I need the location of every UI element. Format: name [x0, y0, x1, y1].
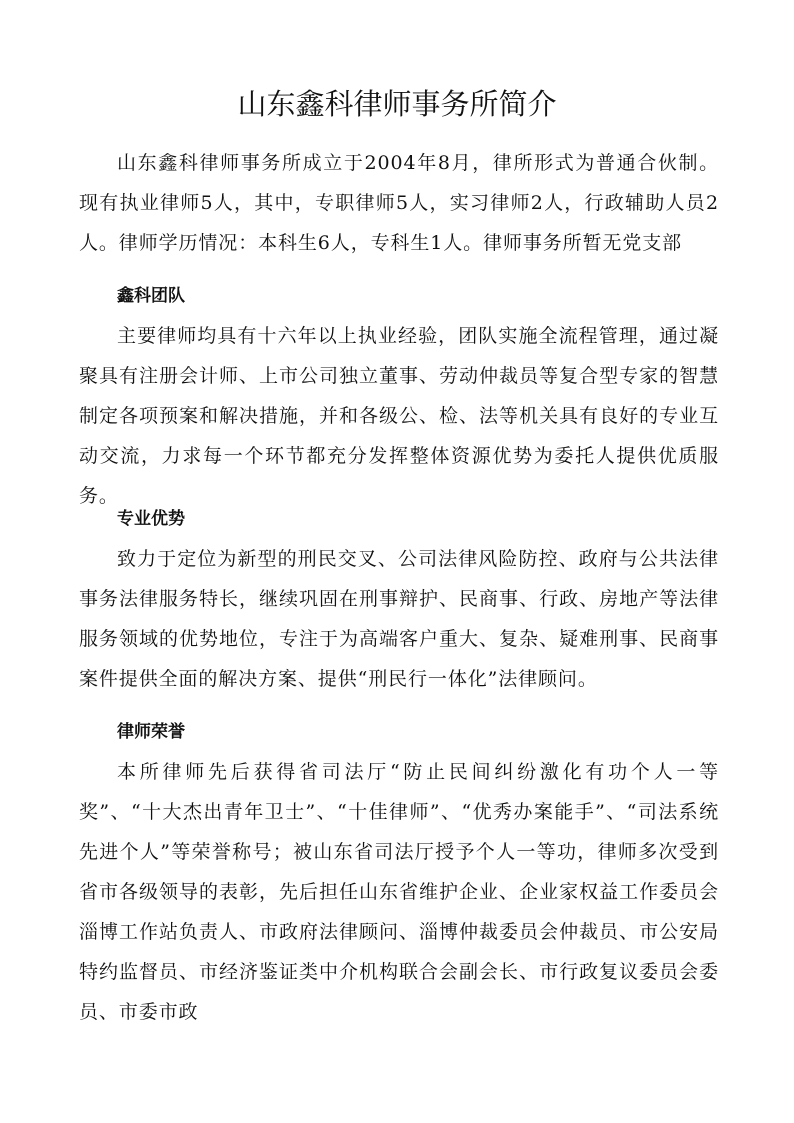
- section-body-honors: 本所律师先后获得省司法厅“防止民间纠纷激化有功个人一等奖”、“十大杰出青年卫士”、“十佳律师”、“优秀办案能手”、“司法系统先进个人”等荣誉称号；被山东省司法厅授予个人一等功，律师多次受到省市各级领导的表彰，先后担任山东省维护企业、企业家权益工作委员会淄博工作站负责人、市政府法律顾问、淄博仲裁委员会仲裁员、市公安局特约监督员、市经济鉴证类中介机构联合会副会长、市行政复议委员会委员、市委市政: [79, 761, 719, 1023]
- intro-paragraph: 山东鑫科律师事务所成立于2004年8月，律所形式为普通合伙制。现有执业律师5人，其中，专职律师5人，实习律师2人，行政辅助人员2人。律师学历情况：本科生6人，专科生1人。律师事务所暂无党支部: [79, 152, 719, 254]
- section-heading-honors: 律师荣誉: [117, 722, 185, 742]
- section-body-team: 主要律师均具有十六年以上执业经验，团队实施全流程管理，通过凝聚具有注册会计师、上市公司独立董事、劳动仲裁员等复合型专家的智慧制定各项预案和解决措施，并和各级公、检、法等机关具有良好的专业互动交流，力求每一个环节都充分发挥整体资源优势为委托人提供优质服务。: [79, 325, 719, 507]
- section-heading-team: 鑫科团队: [117, 286, 185, 306]
- section-body-expertise: 致力于定位为新型的刑民交叉、公司法律风险防控、政府与公共法律事务法律服务特长，继续巩固在刑事辩护、民商事、行政、房地产等法律服务领域的优势地位，专注于为高端客户重大、复杂、疑难刑事、民商事案件提供全面的解决方案、提供“刑民行一体化”法律顾问。: [79, 548, 719, 690]
- section-heading-expertise: 专业优势: [117, 509, 185, 529]
- page-title: 山东鑫科律师事务所简介: [237, 87, 557, 121]
